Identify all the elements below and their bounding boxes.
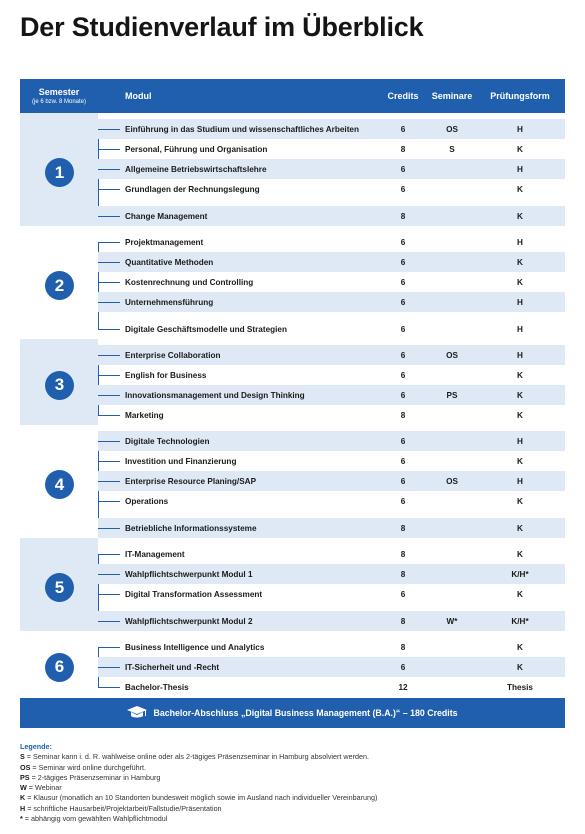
legend-key: H [20, 803, 26, 813]
module-row [98, 657, 565, 677]
module-name: Kostenrechnung und Controlling [125, 277, 254, 287]
module-seminar [430, 365, 474, 385]
module-row [98, 345, 565, 365]
module-exam-type: K [517, 370, 523, 380]
header-modul: Modul [125, 91, 152, 101]
module-credits: 12 [398, 682, 408, 692]
module-seminar [430, 272, 474, 292]
module-exam-type: H [517, 436, 523, 446]
module-seminar [430, 319, 474, 339]
legend-item [20, 814, 377, 824]
module-seminar: OS [446, 476, 458, 486]
module-name: English for Business [125, 370, 207, 380]
page-title: Der Studienverlauf im Überblick [20, 12, 424, 42]
module-exam-type: K [517, 496, 523, 506]
module-credits: 6 [400, 277, 406, 287]
row-branch-line [98, 395, 120, 396]
module-credits: 8 [400, 211, 406, 221]
row-branch-line [98, 129, 120, 130]
graduation-cap-icon [127, 706, 147, 720]
module-seminar [430, 657, 474, 677]
module-row [98, 491, 565, 511]
module-exam-type: H [517, 164, 523, 174]
module-credits: 6 [400, 164, 406, 174]
row-branch-line [98, 302, 120, 303]
module-name: Bachelor-Thesis [125, 682, 189, 692]
module-name: IT-Sicherheit und -Recht [125, 662, 220, 672]
semester-number-badge: 1 [45, 158, 74, 187]
module-seminar [430, 677, 474, 697]
module-exam-type: H [517, 476, 523, 486]
legend-key: W [20, 783, 27, 793]
module-row [98, 471, 565, 491]
module-credits: 6 [400, 476, 406, 486]
module-seminar [430, 564, 474, 584]
module-row [98, 637, 565, 657]
degree-banner [20, 698, 565, 728]
module-seminar: OS [446, 350, 458, 360]
module-row [98, 518, 565, 538]
module-exam-type: K [517, 523, 523, 533]
module-exam-type: K/H* [511, 616, 529, 626]
module-seminar [430, 252, 474, 272]
module-name: Unternehmensführung [125, 297, 214, 307]
module-row [98, 385, 565, 405]
legend-item [20, 783, 377, 793]
legend-key: * [20, 814, 23, 824]
legend-text: = Webinar [26, 783, 62, 793]
module-credits: 6 [400, 436, 406, 446]
legend-text: = Klausur (monatlich an 10 Standorten bundesweit möglich sowie im Ausland nach individueller Vereinbarung) [25, 793, 378, 803]
module-credits: 8 [400, 642, 406, 652]
module-exam-type: K [517, 257, 523, 267]
module-seminar: OS [446, 124, 458, 134]
row-branch-line [98, 647, 120, 648]
legend-heading: Legende: [20, 742, 52, 751]
module-row [98, 544, 565, 564]
legend-text: = Seminar wird online durchgeführt. [30, 762, 147, 772]
table-header [20, 79, 565, 113]
row-branch-line [98, 481, 120, 482]
module-seminar: W* [446, 616, 458, 626]
module-credits: 8 [400, 410, 406, 420]
module-credits: 6 [400, 496, 406, 506]
module-seminar [430, 232, 474, 252]
module-name: Digitale Geschäftsmodelle und Strategien [125, 324, 287, 334]
module-name: Wahlpflichtschwerpunkt Modul 1 [125, 569, 253, 579]
module-credits: 6 [400, 297, 406, 307]
module-exam-type: K [517, 589, 523, 599]
module-row [98, 139, 565, 159]
module-name: Personal, Führung und Organisation [125, 144, 268, 154]
module-credits: 6 [400, 370, 406, 380]
module-exam-type: K [517, 211, 523, 221]
module-row [98, 319, 565, 339]
legend [20, 742, 377, 824]
module-credits: 6 [400, 456, 406, 466]
module-exam-type: K [517, 456, 523, 466]
module-name: Business Intelligence und Analytics [125, 642, 265, 652]
row-branch-line [98, 415, 120, 416]
module-exam-type: K [517, 662, 523, 672]
row-branch-line [98, 282, 120, 283]
row-branch-line [98, 216, 120, 217]
module-row [98, 405, 565, 425]
module-row [98, 206, 565, 226]
row-branch-line [98, 149, 120, 150]
module-seminar: S [449, 144, 455, 154]
module-row [98, 564, 565, 584]
module-name: Einführung in das Studium und wissenschaftliches Arbeiten [125, 124, 359, 134]
module-seminar [430, 159, 474, 179]
row-branch-line [98, 375, 120, 376]
semester-number-badge: 6 [45, 653, 74, 682]
module-credits: 8 [400, 523, 406, 533]
row-branch-line [98, 169, 120, 170]
row-branch-line [98, 667, 120, 668]
module-row [98, 431, 565, 451]
row-branch-line [98, 574, 120, 575]
row-branch-line [98, 461, 120, 462]
header-semester-label: Semester [38, 87, 80, 97]
module-seminar: PS [446, 390, 458, 400]
module-credits: 6 [400, 124, 406, 134]
semester-number-badge: 5 [45, 573, 74, 602]
module-name: Grundlagen der Rechnungslegung [125, 184, 260, 194]
module-name: Digital Transformation Assessment [125, 589, 263, 599]
row-branch-line [98, 189, 120, 190]
legend-item [20, 763, 377, 773]
module-credits: 6 [400, 350, 406, 360]
module-name: Investition und Finanzierung [125, 456, 237, 466]
semester-number-badge: 2 [45, 271, 74, 300]
module-row [98, 179, 565, 199]
module-name: Enterprise Collaboration [125, 350, 221, 360]
legend-items [20, 752, 377, 824]
module-name: Marketing [125, 410, 164, 420]
row-branch-line [98, 262, 120, 263]
module-exam-type: K [517, 390, 523, 400]
header-seminare: Seminare [431, 91, 473, 101]
module-row [98, 292, 565, 312]
module-credits: 6 [400, 237, 406, 247]
module-row [98, 119, 565, 139]
module-name: IT-Management [125, 549, 185, 559]
module-row [98, 611, 565, 631]
module-row [98, 252, 565, 272]
module-seminar [430, 518, 474, 538]
module-credits: 8 [400, 616, 406, 626]
header-semester [20, 79, 98, 113]
module-exam-type: K [517, 277, 523, 287]
row-branch-line [98, 242, 120, 243]
row-branch-line [98, 329, 120, 330]
module-exam-type: K [517, 642, 523, 652]
legend-item [20, 793, 377, 803]
degree-banner-text: Bachelor-Abschluss „Digital Business Management (B.A.)“ – 180 Credits [153, 708, 458, 718]
module-exam-type: H [517, 237, 523, 247]
module-name: Enterprise Resource Planing/SAP [125, 476, 257, 486]
module-credits: 6 [400, 184, 406, 194]
module-name: Betriebliche Informationssysteme [125, 523, 257, 533]
module-seminar [430, 637, 474, 657]
row-branch-line [98, 355, 120, 356]
legend-key: K [20, 793, 26, 803]
row-branch-line [98, 441, 120, 442]
module-exam-type: H [517, 350, 523, 360]
module-row [98, 365, 565, 385]
legend-item [20, 752, 377, 762]
module-exam-type: Thesis [507, 682, 533, 692]
legend-key: PS [20, 772, 30, 782]
module-row [98, 677, 565, 697]
module-credits: 6 [400, 662, 406, 672]
module-name: Operations [125, 496, 169, 506]
module-seminar [430, 451, 474, 471]
header-credits: Credits [387, 91, 419, 101]
legend-text: = schriftliche Hausarbeit/Projektarbeit/Fallstudie/Präsentation [25, 803, 222, 813]
module-credits: 6 [400, 589, 406, 599]
module-exam-type: H [517, 297, 523, 307]
module-seminar [430, 431, 474, 451]
module-seminar [430, 544, 474, 564]
module-exam-type: K [517, 184, 523, 194]
study-plan-table [20, 79, 565, 696]
row-branch-line [98, 687, 120, 688]
legend-item [20, 773, 377, 783]
module-name: Projektmanagement [125, 237, 204, 247]
module-credits: 6 [400, 324, 406, 334]
module-credits: 6 [400, 257, 406, 267]
module-name: Quantitative Methoden [125, 257, 214, 267]
module-seminar [430, 584, 474, 604]
module-exam-type: K [517, 144, 523, 154]
module-seminar [430, 179, 474, 199]
table-body [20, 113, 565, 696]
module-row [98, 232, 565, 252]
row-branch-line [98, 554, 120, 555]
legend-item [20, 804, 377, 814]
legend-text: = 2-tägiges Präsenzseminar in Hamburg [29, 772, 161, 782]
semester-number-badge: 4 [45, 470, 74, 499]
module-exam-type: K/H* [511, 569, 529, 579]
module-row [98, 584, 565, 604]
module-exam-type: H [517, 124, 523, 134]
module-row [98, 159, 565, 179]
module-exam-type: H [517, 324, 523, 334]
module-name: Change Management [125, 211, 208, 221]
module-credits: 8 [400, 144, 406, 154]
module-exam-type: K [517, 549, 523, 559]
row-branch-line [98, 528, 120, 529]
module-seminar [430, 206, 474, 226]
module-name: Wahlpflichtschwerpunkt Modul 2 [125, 616, 253, 626]
module-row [98, 272, 565, 292]
module-exam-type: K [517, 410, 523, 420]
module-credits: 8 [400, 549, 406, 559]
row-branch-line [98, 621, 120, 622]
row-branch-line [98, 594, 120, 595]
module-seminar [430, 405, 474, 425]
legend-text: = Seminar kann i. d. R. wahlweise online oder als 2-tägiges Präsenzseminar in Hamburg absolviert werden. [24, 752, 369, 762]
module-credits: 6 [400, 390, 406, 400]
legend-text: = abhängig vom gewählten Wahlpflichtmodul [22, 814, 168, 824]
module-seminar [430, 491, 474, 511]
header-pruefungsform: Prüfungsform [490, 91, 550, 101]
legend-key: S [20, 752, 25, 762]
semester-number-badge: 3 [45, 371, 74, 400]
header-semester-sub: (je 6 bzw. 8 Monate) [31, 99, 87, 105]
row-branch-line [98, 501, 120, 502]
module-name: Digitale Technologien [125, 436, 210, 446]
module-row [98, 451, 565, 471]
module-credits: 8 [400, 569, 406, 579]
legend-key: OS [20, 762, 31, 772]
module-name: Allgemeine Betriebswirtschaftslehre [125, 164, 267, 174]
module-name: Innovationsmanagement und Design Thinking [125, 390, 305, 400]
module-seminar [430, 292, 474, 312]
